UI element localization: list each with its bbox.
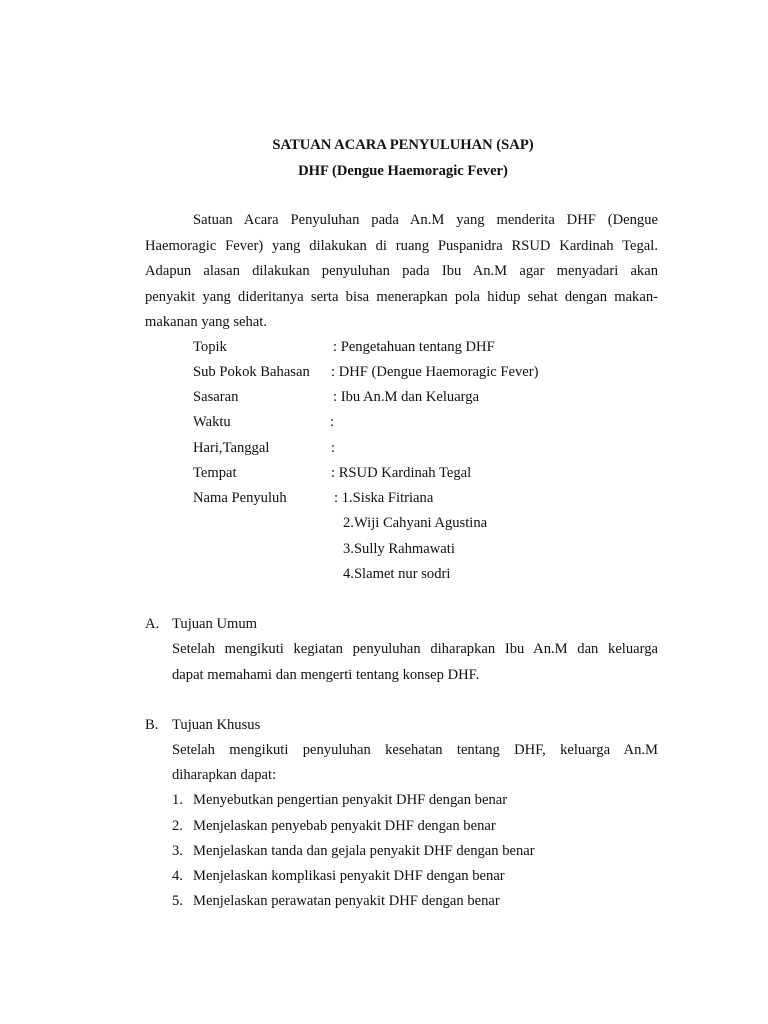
list-item-4-text: Menjelaskan komplikasi penyakit DHF dengan benar bbox=[193, 868, 505, 884]
document-title: SATUAN ACARA PENYULUHAN (SAP) bbox=[272, 137, 534, 153]
list-item-3-number: 3. bbox=[172, 843, 183, 859]
detail-value-waktu: : bbox=[330, 414, 335, 430]
section-a-line-2: dapat memahami dan mengerti tentang konsep DHF. bbox=[172, 667, 480, 683]
section-b-line-2: diharapkan dapat: bbox=[172, 767, 277, 783]
detail-value-hari-tanggal: : bbox=[331, 440, 336, 456]
intro-line-2: Haemoragic Fever) yang dilakukan di ruang Puspanidra RSUD Kardinah Tegal. bbox=[145, 238, 658, 254]
detail-value-topik: : Pengetahuan tentang DHF bbox=[333, 339, 495, 355]
list-item-5-text: Menjelaskan perawatan penyakit DHF dengan benar bbox=[193, 893, 500, 909]
penyuluh-4: 4.Slamet nur sodri bbox=[343, 566, 451, 582]
section-b-marker: B. bbox=[145, 717, 159, 733]
list-item-1-number: 1. bbox=[172, 792, 183, 808]
penyuluh-3: 3.Sully Rahmawati bbox=[343, 541, 455, 557]
intro-line-4: penyakit yang dideritanya serta bisa menerapkan pola hidup sehat dengan makan- bbox=[145, 289, 658, 305]
intro-line-5: makanan yang sehat. bbox=[145, 314, 267, 330]
detail-value-sasaran: : Ibu An.M dan Keluarga bbox=[333, 389, 480, 405]
list-item-5-number: 5. bbox=[172, 893, 183, 909]
list-item-1-text: Menyebutkan pengertian penyakit DHF dengan benar bbox=[193, 792, 508, 808]
section-a-marker: A. bbox=[145, 616, 160, 632]
intro-line-3: Adapun alasan dilakukan penyuluhan pada Ibu An.M agar menyadari akan bbox=[145, 263, 658, 279]
list-item-3-text: Menjelaskan tanda dan gejala penyakit DHF dengan benar bbox=[193, 843, 535, 859]
section-a-heading: Tujuan Umum bbox=[172, 616, 258, 632]
document-subtitle: DHF (Dengue Haemoragic Fever) bbox=[298, 163, 508, 179]
detail-label-sasaran: Sasaran bbox=[193, 389, 239, 405]
section-b-heading: Tujuan Khusus bbox=[172, 717, 261, 733]
section-b-line-1: Setelah mengikuti penyuluhan kesehatan tentang DHF, keluarga An.M bbox=[172, 742, 658, 758]
detail-label-hari-tanggal: Hari,Tanggal bbox=[193, 440, 270, 456]
list-item-2-number: 2. bbox=[172, 818, 183, 834]
detail-label-tempat: Tempat bbox=[193, 465, 237, 481]
intro-line-1: Satuan Acara Penyuluhan pada An.M yang menderita DHF (Dengue bbox=[193, 212, 658, 228]
detail-label-topik: Topik bbox=[193, 339, 227, 355]
penyuluh-2: 2.Wiji Cahyani Agustina bbox=[343, 515, 488, 531]
section-a-line-1: Setelah mengikuti kegiatan penyuluhan diharapkan Ibu An.M dan keluarga bbox=[172, 641, 658, 657]
list-item-2-text: Menjelaskan penyebab penyakit DHF dengan benar bbox=[193, 818, 496, 834]
detail-value-tempat: : RSUD Kardinah Tegal bbox=[331, 465, 472, 481]
detail-label-sub-pokok: Sub Pokok Bahasan bbox=[193, 364, 310, 380]
detail-label-nama-penyuluh: Nama Penyuluh bbox=[193, 490, 287, 506]
list-item-4-number: 4. bbox=[172, 868, 183, 884]
detail-value-sub-pokok: : DHF (Dengue Haemoragic Fever) bbox=[331, 364, 539, 380]
detail-value-nama-penyuluh: : 1.Siska Fitriana bbox=[334, 490, 434, 506]
detail-label-waktu: Waktu bbox=[193, 414, 231, 430]
